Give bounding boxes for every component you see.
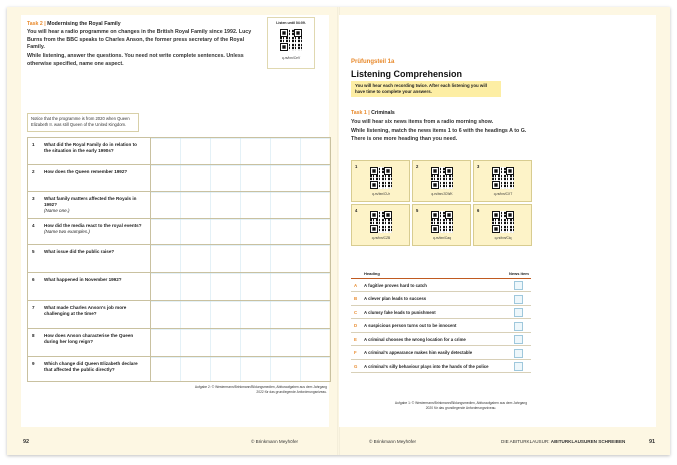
question-hint: (Name two examples.) bbox=[44, 229, 90, 234]
task2-heading bbox=[27, 21, 121, 27]
heading-row bbox=[351, 306, 531, 319]
news-item-cell bbox=[473, 160, 532, 202]
heading-letter: G bbox=[354, 363, 358, 369]
question-prompt: Which change did Queen Elizabeth declare that affected the public directly? bbox=[44, 361, 138, 372]
news-item-answer-box[interactable] bbox=[514, 281, 523, 290]
question-prompt: How did the media react to the royal events? bbox=[44, 223, 142, 228]
heading-text: A criminal's appearance makes him easily detectable bbox=[364, 350, 473, 355]
heading-text: A fugitive proves hard to catch bbox=[364, 282, 427, 288]
heading-row bbox=[351, 320, 531, 333]
task1-instructions: While listening, match the news items 1 to 6 with the headings A to G. There is one more heading than you need. bbox=[351, 128, 527, 142]
question-number: 9 bbox=[32, 361, 35, 366]
question-number: 3 bbox=[32, 196, 35, 201]
qr-code-icon[interactable] bbox=[431, 211, 453, 233]
page-title: Listening Comprehension bbox=[351, 69, 463, 79]
news-item-cell bbox=[351, 204, 410, 246]
right-page-number bbox=[649, 439, 655, 445]
qr-caption: q-rs/txn/CXT bbox=[493, 192, 513, 196]
question-prompt: What did the Royal Family do in relation to the situation in the early 1990s? bbox=[44, 142, 137, 153]
answer-field[interactable] bbox=[150, 273, 330, 300]
question-number: 4 bbox=[32, 223, 35, 228]
listen-until-label: Listen until 04:09. bbox=[276, 21, 306, 25]
task1-number: Task 1 | bbox=[351, 110, 370, 116]
qr-caption: q-rs/txn/CUr bbox=[372, 192, 390, 196]
qr-caption: q-rs/txn/Caq bbox=[433, 236, 451, 240]
question-text bbox=[44, 249, 144, 255]
news-item-number: 5 bbox=[416, 208, 419, 213]
news-item-column-label: News item bbox=[509, 271, 529, 276]
heading-letter: B bbox=[354, 296, 358, 301]
question-prompt: How does the Queen remember 1992? bbox=[44, 169, 128, 174]
news-item-answer-box[interactable] bbox=[514, 308, 523, 317]
question-row bbox=[28, 218, 330, 244]
question-text bbox=[44, 305, 144, 317]
news-item-answer-box[interactable] bbox=[514, 335, 523, 344]
question-row bbox=[28, 300, 330, 328]
running-head-part: DIE ABITURKLAUSUR: bbox=[501, 439, 550, 444]
running-head-bold: ABITURKLAUSUREN SCHREIBEN bbox=[550, 439, 626, 444]
question-prompt: What happened in November 1992? bbox=[44, 277, 122, 282]
question-text bbox=[44, 169, 144, 175]
page-number-92: 92 bbox=[23, 439, 30, 445]
note-box: Notice that the programme is from 2020 when Queen Elizabeth II. was still Queen of the United Kingdom. bbox=[27, 113, 139, 132]
left-page-content bbox=[21, 15, 329, 427]
question-hint: (Name one.) bbox=[44, 208, 70, 213]
left-page bbox=[7, 7, 338, 455]
qr-code-icon[interactable] bbox=[492, 167, 514, 189]
page-number-91: 91 bbox=[649, 439, 656, 445]
question-prompt: What family matters affected the Royals in 1992? bbox=[44, 196, 137, 207]
qr-code-icon[interactable] bbox=[431, 167, 453, 189]
question-text bbox=[44, 196, 144, 214]
question-row bbox=[28, 191, 330, 218]
question-text bbox=[44, 142, 144, 154]
heading-text: A criminal chooses the wrong location for a crime bbox=[364, 336, 466, 342]
right-publisher: © Brinkmann Meyhöfer bbox=[369, 439, 417, 444]
answer-field[interactable] bbox=[150, 245, 330, 272]
heading-text: A clumsy fake leads to punishment bbox=[364, 309, 436, 315]
section-label: Prüfungsteil 1a bbox=[351, 59, 395, 65]
task2-instructions: While listening, answer the questions. You need not write complete sentences. Unless otherwise specified, name one aspect. bbox=[27, 53, 244, 67]
news-item-number: 4 bbox=[355, 208, 358, 213]
right-page bbox=[339, 7, 670, 455]
news-item-cell bbox=[412, 160, 471, 202]
news-item-answer-box[interactable] bbox=[514, 295, 523, 304]
question-text bbox=[44, 223, 144, 235]
news-item-number: 2 bbox=[416, 164, 419, 169]
task1-heading bbox=[351, 110, 395, 116]
task2-qr-box bbox=[267, 17, 315, 69]
answer-field[interactable] bbox=[150, 301, 330, 328]
heading-letter: F bbox=[354, 350, 357, 355]
task2-number: Task 2 | bbox=[27, 21, 46, 27]
heading-row bbox=[351, 279, 531, 292]
heading-row bbox=[351, 347, 531, 360]
question-number: 1 bbox=[32, 142, 35, 147]
left-publisher: © Brinkmann Meyhöfer bbox=[251, 439, 299, 444]
heading-row bbox=[351, 333, 531, 346]
question-row bbox=[28, 356, 330, 381]
task2-title: Modernising the Royal Family bbox=[47, 21, 121, 27]
right-page-content bbox=[339, 15, 656, 427]
news-item-cell bbox=[473, 204, 532, 246]
news-item-number: 3 bbox=[477, 164, 480, 169]
answer-field[interactable] bbox=[150, 329, 330, 356]
heading-row bbox=[351, 293, 531, 306]
answer-field[interactable] bbox=[150, 357, 330, 381]
news-item-answer-box[interactable] bbox=[514, 362, 523, 371]
question-row bbox=[28, 244, 330, 272]
running-head bbox=[501, 439, 625, 444]
questions-table bbox=[27, 137, 331, 382]
news-item-number: 1 bbox=[355, 164, 358, 169]
question-row bbox=[28, 164, 330, 191]
qr-caption: q-rs/txn/JCWK bbox=[431, 192, 453, 196]
news-item-number: 6 bbox=[477, 208, 480, 213]
task2-intro: You will hear a radio programme on changes in the British Royal Family since 1992. Lucy Burns from the BBC speaks to Charles Anson, the former press secretary of the Royal Family. bbox=[27, 29, 252, 50]
heading-letter: E bbox=[354, 336, 357, 342]
heading-letter: D bbox=[354, 323, 358, 328]
recording-note: You will hear each recording twice. After each listening you will have time to complete your answers. bbox=[351, 81, 501, 97]
heading-text: A clever plan leads to success bbox=[364, 296, 427, 301]
answer-field[interactable] bbox=[150, 192, 330, 218]
qr-caption: q-rs/txn/CZB bbox=[371, 236, 391, 240]
qr-code-icon[interactable] bbox=[492, 211, 514, 233]
task2-source: Aufgabe 2: © Westermann/Brinkmann/Bildungsmedien, Abituraufgaben aus dem Jahrgang 2022 für das grundlegende Anforderungsniveau. bbox=[194, 385, 327, 394]
answer-field[interactable] bbox=[150, 165, 330, 191]
heading-letter: A bbox=[354, 282, 358, 288]
qr-code-icon[interactable] bbox=[370, 167, 392, 189]
news-item-cell bbox=[412, 204, 471, 246]
left-page-number bbox=[23, 439, 29, 445]
heading-text: A suspicious person turns out to be innocent bbox=[364, 323, 457, 328]
question-text bbox=[44, 361, 144, 373]
question-prompt: How does Anson characterise the Queen during her long reign? bbox=[44, 333, 134, 344]
news-item-cell bbox=[351, 160, 410, 202]
news-item-answer-box[interactable] bbox=[514, 349, 523, 358]
heading-text: A criminal's silly behaviour plays into the hands of the police bbox=[364, 363, 489, 369]
question-number: 7 bbox=[32, 305, 35, 310]
qr-caption: q-rs/txn/CeV bbox=[281, 56, 301, 60]
heading-column-label: Heading bbox=[364, 271, 380, 276]
headings-table-header bbox=[351, 270, 531, 279]
task1-title: Criminals bbox=[371, 110, 395, 116]
question-row bbox=[28, 138, 330, 164]
qr-code-icon[interactable] bbox=[280, 29, 302, 51]
news-item-answer-box[interactable] bbox=[514, 322, 523, 331]
task1-source: Aufgabe 1: © Westermann/Brinkmann/Bildungsmedien, Abituraufgaben aus dem Jahrgang 2020 für das grundlegende Anforderungsniveau. bbox=[394, 401, 528, 410]
question-number: 5 bbox=[32, 249, 35, 254]
question-prompt: What issue did the public raise? bbox=[44, 249, 115, 254]
news-items-grid bbox=[351, 160, 531, 246]
question-row bbox=[28, 328, 330, 356]
question-prompt: What made Charles Anson's job more challenging at the time? bbox=[44, 305, 127, 316]
task1-intro: You will hear six news items from a radio morning show. bbox=[351, 119, 494, 125]
heading-row bbox=[351, 360, 531, 373]
question-number: 6 bbox=[32, 277, 35, 282]
answer-field[interactable] bbox=[150, 138, 330, 164]
answer-field[interactable] bbox=[150, 219, 330, 244]
question-number: 2 bbox=[32, 169, 35, 174]
heading-letter: C bbox=[354, 309, 358, 315]
book-spread bbox=[7, 7, 670, 455]
qr-caption: q-rs/txn/Ciq bbox=[494, 236, 512, 240]
question-text bbox=[44, 277, 144, 283]
question-number: 8 bbox=[32, 333, 35, 338]
question-text bbox=[44, 333, 144, 345]
question-row bbox=[28, 272, 330, 300]
qr-code-icon[interactable] bbox=[370, 211, 392, 233]
